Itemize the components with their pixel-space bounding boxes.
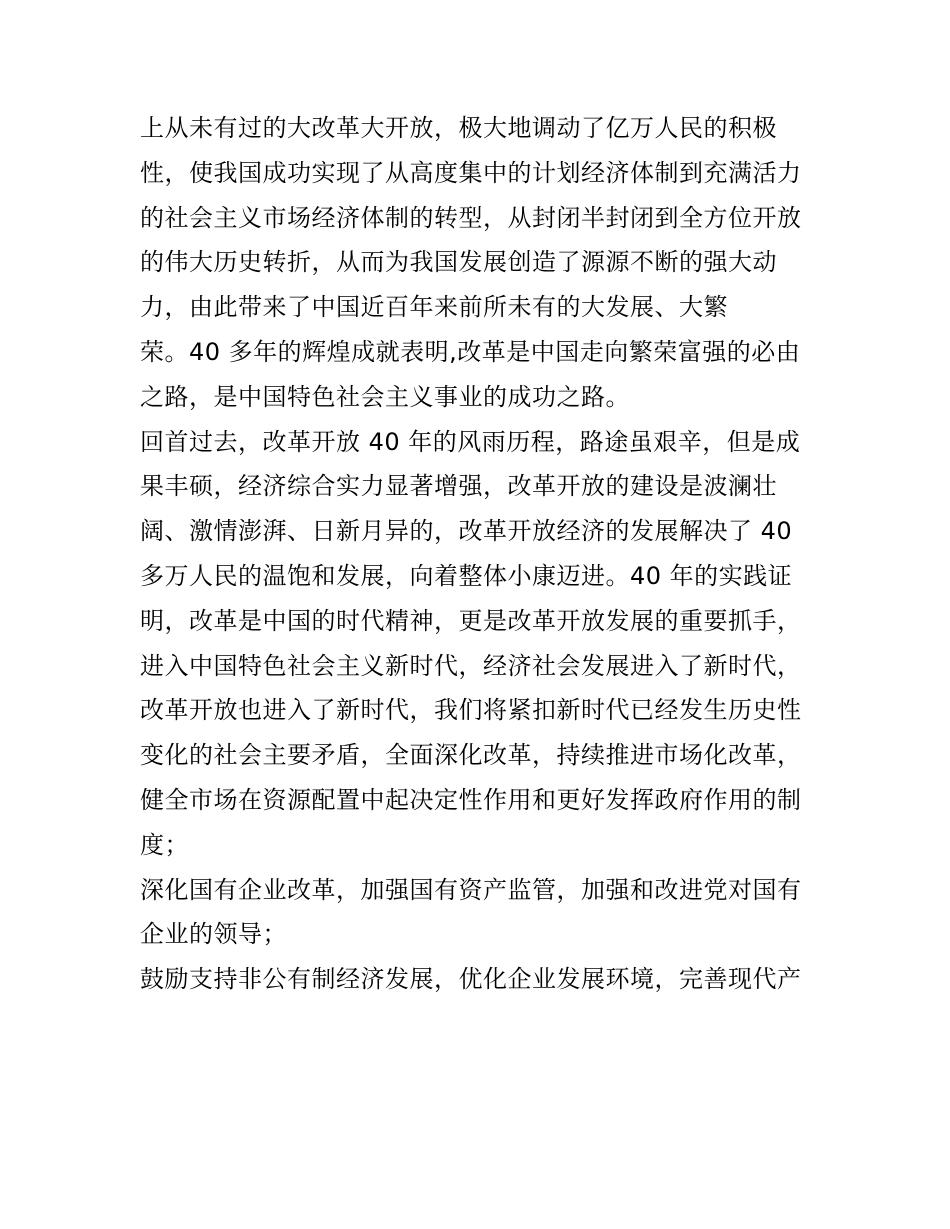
text-line: 度；: [140, 830, 189, 859]
text-line: 深化国有企业改革，加强国有资产监管，加强和改进党对国有: [140, 875, 802, 904]
text-line: 性，使我国成功实现了从高度集中的计划经济体制到充满活力: [140, 158, 802, 187]
text-line: 改革开放也进入了新时代，我们将紧扣新时代已经发生历史性: [140, 696, 802, 725]
text-line: 阔、激情澎湃、日新月异的，改革开放经济的发展解决了 40: [140, 517, 793, 546]
text-line: 进入中国特色社会主义新时代，经济社会发展进入了新时代，: [140, 651, 802, 680]
text-line: 健全市场在资源配置中起决定性作用和更好发挥政府作用的制: [140, 785, 802, 814]
text-line: 明，改革是中国的时代精神，更是改革开放发展的重要抓手，: [140, 606, 802, 635]
text-line: 企业的领导；: [140, 920, 287, 949]
body-text: [140, 106, 820, 1002]
text-line: 上从未有过的大改革大开放，极大地调动了亿万人民的积极: [140, 114, 777, 142]
text-line: 多万人民的温饱和发展，向着整体小康迈进。40 年的实践证: [140, 561, 793, 590]
text-line: 荣。40 多年的辉煌成就表明,改革是中国走向繁荣富强的必由: [140, 337, 801, 366]
text-line: 的伟大历史转折，从而为我国发展创造了源源不断的强大动: [140, 248, 777, 277]
text-line: 果丰硕，经济综合实力显著增强，改革开放的建设是波澜壮: [140, 472, 777, 501]
text-line: 力，由此带来了中国近百年来前所未有的大发展、大繁: [140, 293, 728, 322]
text-line: 变化的社会主要矛盾，全面深化改革，持续推进市场化改革，: [140, 741, 802, 770]
text-line: 的社会主义市场经济体制的转型，从封闭半封闭到全方位开放: [140, 203, 802, 232]
text-line: 回首过去，改革开放 40 年的风雨历程，路途虽艰辛，但是成: [140, 427, 801, 456]
text-line: 鼓励支持非公有制经济发展，优化企业发展环境，完善现代产: [140, 965, 802, 994]
text-line: 之路，是中国特色社会主义事业的成功之路。: [140, 382, 630, 411]
